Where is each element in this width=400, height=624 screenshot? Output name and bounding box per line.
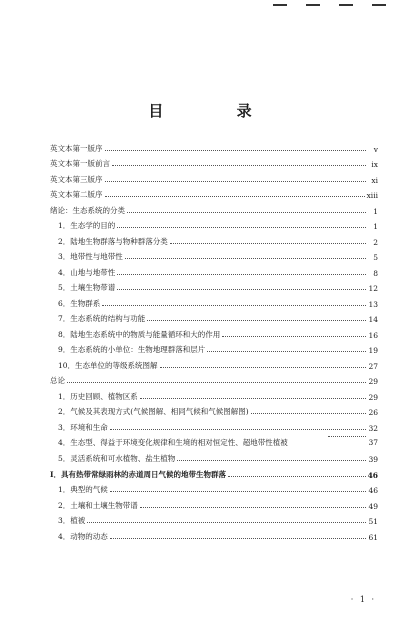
- toc-entry-label: 绪论：生态系统的分类: [50, 205, 125, 215]
- toc-entry: [50, 278, 378, 294]
- toc-leader-dots: [228, 476, 366, 477]
- toc-entry-label: 3．植被: [58, 516, 86, 525]
- toc-entry: [50, 309, 378, 325]
- toc-entry-label: 10．生态单位的等级系统图解: [58, 360, 158, 370]
- top-edge-marks: [259, 0, 386, 12]
- toc-leader-dots: [110, 538, 366, 539]
- toc-entry: [50, 154, 378, 170]
- toc-entry-page: 46: [367, 470, 378, 480]
- toc-entry-page: 37: [368, 437, 378, 447]
- toc-entry-page: v: [373, 144, 378, 154]
- toc-entry-label: 2．陆地生物群落与物种群落分类: [58, 236, 168, 246]
- toc-entry: [50, 200, 378, 216]
- toc-leader-dots: [127, 212, 366, 213]
- toc-entry-page: 39: [368, 455, 378, 464]
- toc-entry: [50, 449, 378, 465]
- toc-entry-label: 英文本第一版前言: [50, 159, 110, 168]
- toc-entry: [50, 216, 378, 232]
- toc-entry: [50, 262, 378, 278]
- toc-entry-label: 6．生物群系: [58, 298, 101, 308]
- toc-entry: [50, 526, 378, 542]
- toc-entry: [50, 340, 378, 356]
- toc-entry: [50, 386, 378, 402]
- toc-leader-dots: [328, 436, 366, 437]
- toc-entry-label: 英文本第二版序: [50, 190, 103, 199]
- toc-leader-dots: [112, 165, 366, 166]
- toc-entry: [50, 480, 378, 496]
- toc-entry-page: 46: [368, 486, 378, 495]
- toc-entry: [50, 247, 378, 263]
- toc-entry-page: 16: [368, 330, 378, 340]
- toc-leader-dots: [207, 351, 366, 352]
- toc-leader-dots: [140, 507, 366, 508]
- toc-leader-dots: [67, 382, 366, 383]
- toc-entry: [50, 324, 378, 340]
- toc-entry: [50, 355, 378, 371]
- toc-entry-page: xiii: [366, 191, 378, 200]
- toc-leader-dots: [147, 320, 366, 321]
- toc-leader-dots: [87, 522, 366, 523]
- toc-entry-page: 51: [368, 517, 378, 526]
- toc-entry-page: 8: [373, 268, 378, 278]
- toc-entry-label: 1．生态学的目的: [58, 221, 116, 230]
- toc-entry: [50, 433, 378, 449]
- toc-entry-label: 2．气候及其表现方式(气候图解、相同气候和气候图解图): [58, 407, 249, 416]
- toc-entry-page: 32: [368, 423, 378, 433]
- toc-entry-label: I．具有热带常绿雨林的赤道周日气候的地带生物群落: [50, 469, 227, 479]
- page-number: · 1 ·: [350, 595, 376, 604]
- toc-entry-page: 19: [368, 346, 378, 355]
- edge-mark: [339, 4, 353, 6]
- toc-leader-dots: [125, 258, 366, 259]
- toc-leader-dots: [222, 336, 366, 337]
- toc-leader-dots: [110, 491, 366, 492]
- toc-leader-dots: [177, 460, 366, 461]
- toc-entry-label: 4．山地与地带性: [58, 267, 116, 277]
- toc-entry-page: 12: [368, 284, 378, 293]
- toc-leader-dots: [140, 398, 366, 399]
- toc-leader-dots: [117, 274, 366, 275]
- toc-leader-dots: [102, 305, 366, 306]
- toc-entry-label: 2．土壤和土壤生物带谱: [58, 500, 138, 510]
- toc-entry-page: 5: [373, 253, 378, 262]
- toc-entry-page: 14: [368, 315, 378, 324]
- toc-entry-label: 9．生态系统的小单位：生物地理群落和层片: [58, 345, 206, 354]
- toc-entry-label: 3．环境和生命: [58, 422, 108, 432]
- toc-leader-dots: [105, 181, 367, 182]
- toc-entry-label: 4．生态型、得益于环境变化规律和生境的相对恒定性、超地带性植被: [58, 437, 288, 447]
- toc-entry-label: 1．历史回顾、植物区系: [58, 391, 138, 401]
- toc-entry: [50, 402, 378, 418]
- toc-leader-dots: [117, 227, 366, 228]
- table-of-contents: [50, 138, 378, 542]
- toc-entry-page: 49: [368, 501, 378, 511]
- toc-entry-page: 2: [373, 237, 378, 247]
- toc-entry-page: 29: [368, 377, 378, 386]
- toc-entry-page: xi: [371, 175, 378, 185]
- toc-entry: [50, 293, 378, 309]
- toc-entry-label: 英文本第一版序: [50, 143, 103, 153]
- toc-entry-label: 总论: [50, 376, 65, 385]
- toc-entry-label: 英文本第三版序: [50, 174, 103, 184]
- toc-entry-label: 8．陆地生态系统中的物质与能量循环和大的作用: [58, 329, 221, 339]
- toc-leader-dots: [105, 150, 367, 151]
- toc-entry-page: 27: [368, 361, 378, 371]
- toc-entry-label: 7．生态系统的结构与功能: [58, 314, 146, 323]
- toc-entry: [50, 185, 378, 201]
- toc-entry-page: 1: [373, 222, 378, 231]
- toc-entry-page: 1: [373, 206, 378, 216]
- toc-leader-dots: [117, 289, 366, 290]
- toc-entry: [50, 511, 378, 527]
- toc-entry: [50, 138, 378, 154]
- toc-entry: [50, 464, 378, 480]
- toc-entry-label: 4．动物的动态: [58, 531, 108, 541]
- toc-leader-dots: [110, 429, 366, 430]
- toc-leader-dots: [105, 196, 365, 197]
- toc-entry-page: 61: [368, 532, 378, 542]
- edge-mark: [273, 4, 287, 6]
- page-title: 目 录: [148, 102, 286, 120]
- toc-entry-page: ix: [371, 160, 378, 169]
- edge-mark: [306, 4, 320, 6]
- toc-entry: [50, 231, 378, 247]
- edge-mark: [372, 4, 386, 6]
- toc-entry-label: 1．典型的气候: [58, 485, 108, 494]
- toc-entry: [50, 371, 378, 387]
- toc-entry-label: 5．灵活系统和可水植物、盐生植物: [58, 454, 176, 463]
- toc-entry-label: 3．地带性与地带性: [58, 252, 123, 261]
- toc-entry: [50, 169, 378, 185]
- toc-leader-dots: [170, 243, 366, 244]
- toc-entry: [50, 495, 378, 511]
- toc-entry-label: 5．土壤生物带谱: [58, 283, 116, 292]
- toc-leader-dots: [251, 413, 366, 414]
- toc-entry-page: 29: [368, 392, 378, 402]
- toc-entry: [50, 417, 378, 433]
- toc-leader-dots: [160, 367, 366, 368]
- toc-entry-page: 26: [368, 408, 378, 417]
- toc-entry-page: 13: [368, 299, 378, 309]
